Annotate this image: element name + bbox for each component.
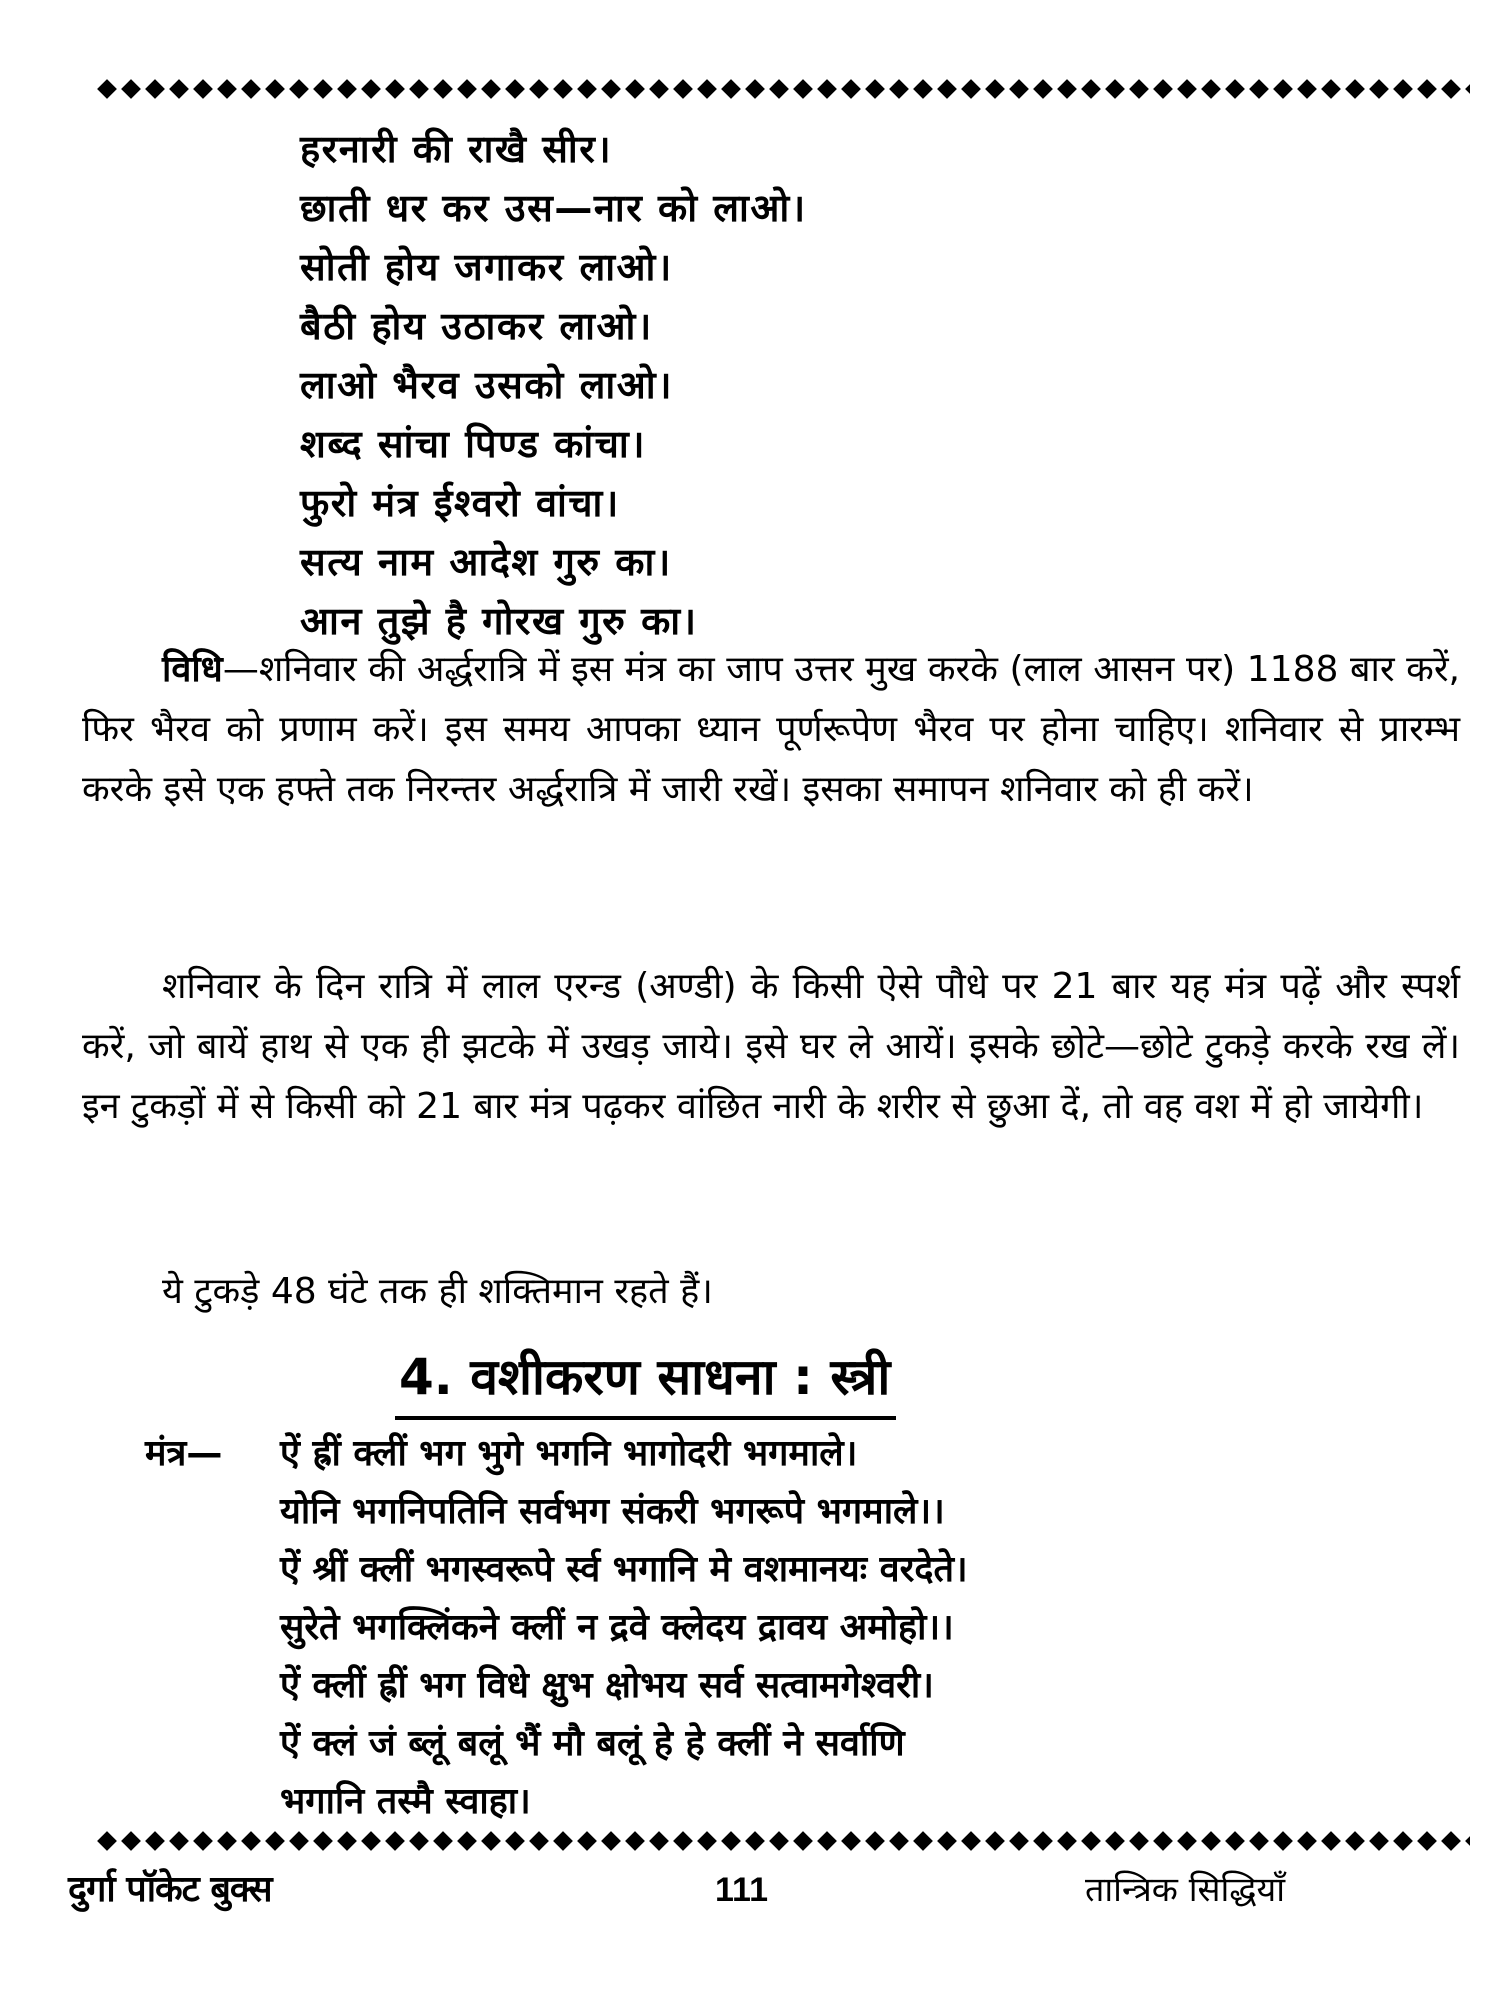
diamond-ornament xyxy=(601,79,621,99)
diamond-ornament xyxy=(1273,1831,1293,1851)
diamond-ornament xyxy=(697,79,717,99)
diamond-ornament xyxy=(1417,79,1437,99)
diamond-ornament xyxy=(289,79,309,99)
diamond-ornament xyxy=(721,79,741,99)
diamond-ornament xyxy=(985,1831,1005,1851)
diamond-ornament xyxy=(1393,79,1413,99)
diamond-ornament xyxy=(961,1831,981,1851)
diamond-ornament xyxy=(769,1831,789,1851)
diamond-ornament xyxy=(673,1831,693,1851)
diamond-ornament xyxy=(913,79,933,99)
verse-line: बैठी होय उठाकर लाओ। xyxy=(300,304,653,348)
section-heading: 4. वशीकरण साधना : स्त्री xyxy=(395,1342,896,1420)
diamond-ornament xyxy=(1249,1831,1269,1851)
verse-line: छाती धर कर उस—नार को लाओ। xyxy=(300,186,807,230)
diamond-ornament xyxy=(577,1831,597,1851)
verse-line: सत्य नाम आदेश गुरु का। xyxy=(300,540,672,584)
diamond-ornament xyxy=(433,79,453,99)
diamond-ornament xyxy=(1249,79,1269,99)
mantra-line: ऐं श्रीं क्लीं भगस्वरूपे र्स्व भगानि मे वशमानयः वरदेते। xyxy=(280,1549,968,1590)
diamond-ornament xyxy=(553,1831,573,1851)
page-number: 111 xyxy=(715,1871,768,1909)
diamond-ornament xyxy=(1465,1831,1470,1851)
diamond-ornament xyxy=(217,1831,237,1851)
diamond-ornament xyxy=(985,79,1005,99)
diamond-ornament xyxy=(409,79,429,99)
diamond-ornament xyxy=(745,1831,765,1851)
footer-publisher: दुर्गा पॉकेट बुक्स xyxy=(68,1869,272,1910)
diamond-ornament xyxy=(601,1831,621,1851)
diamond-ornament xyxy=(361,79,381,99)
diamond-ornament xyxy=(1273,79,1293,99)
diamond-ornament xyxy=(313,79,333,99)
diamond-ornament xyxy=(1033,79,1053,99)
verse-line: हरनारी की राखै सीर। xyxy=(300,127,613,171)
top-diamond-border xyxy=(95,78,1470,102)
bottom-diamond-border xyxy=(95,1830,1470,1854)
diamond-ornament xyxy=(289,1831,309,1851)
mantra-line: ऐं ह्रीं क्लीं भग भुगे भगनि भागोदरी भगमाले। xyxy=(280,1433,858,1474)
diamond-ornament xyxy=(241,79,261,99)
diamond-ornament xyxy=(1057,1831,1077,1851)
diamond-ornament xyxy=(1009,1831,1029,1851)
diamond-ornament xyxy=(889,1831,909,1851)
diamond-ornament xyxy=(313,1831,333,1851)
diamond-ornament xyxy=(1177,79,1197,99)
verse-line: फुरो मंत्र ईश्वरो वांचा। xyxy=(300,481,620,525)
diamond-ornament xyxy=(97,79,117,99)
diamond-ornament xyxy=(457,79,477,99)
instruction-text: शनिवार के दिन रात्रि में लाल एरन्ड (अण्डी) के किसी ऐसे पौधे पर 21 बार यह मंत्र पढ़ें और स्पर्श करें, जो बायें हाथ से एक ही झटके में उखड़ जाये। इसे घर ले आयें। इसके छोटे—छोटे टुकड़े करके रख लें। इन टुकड़ों में से किसी को 21 बार मंत्र पढ़कर वांछित नारी के शरीर से छुआ दें, तो वह वश में हो जायेगी। xyxy=(82,966,1460,1127)
diamond-ornament xyxy=(625,79,645,99)
diamond-ornament xyxy=(121,1831,141,1851)
diamond-ornament xyxy=(1129,1831,1149,1851)
diamond-ornament xyxy=(793,1831,813,1851)
diamond-ornament xyxy=(1081,1831,1101,1851)
diamond-ornament xyxy=(841,79,861,99)
diamond-ornament xyxy=(1321,1831,1341,1851)
diamond-ornament xyxy=(265,79,285,99)
diamond-ornament xyxy=(241,1831,261,1851)
diamond-ornament xyxy=(577,79,597,99)
diamond-ornament xyxy=(145,1831,165,1851)
diamond-ornament xyxy=(409,1831,429,1851)
diamond-ornament xyxy=(1345,1831,1365,1851)
diamond-ornament xyxy=(1153,79,1173,99)
diamond-ornament xyxy=(121,79,141,99)
instruction-paragraph xyxy=(82,957,1460,1137)
diamond-ornament xyxy=(865,79,885,99)
diamond-ornament xyxy=(697,1831,717,1851)
diamond-ornament xyxy=(361,1831,381,1851)
verse-line: सोती होय जगाकर लाओ। xyxy=(300,245,673,289)
diamond-ornament xyxy=(817,1831,837,1851)
diamond-ornament xyxy=(1009,79,1029,99)
diamond-ornament xyxy=(1225,1831,1245,1851)
vidhi-paragraph xyxy=(82,640,1460,820)
diamond-ornament xyxy=(1297,79,1317,99)
diamond-ornament xyxy=(193,1831,213,1851)
mantra-label: मंत्र— xyxy=(145,1433,223,1474)
verse-line: शब्द सांचा पिण्ड कांचा। xyxy=(300,422,647,466)
diamond-ornament xyxy=(1417,1831,1437,1851)
vidhi-text: —शनिवार की अर्द्धरात्रि में इस मंत्र का जाप उत्तर मुख करके (लाल आसन पर) 1188 बार करें, फिर भैरव को प्रणाम करें। इस समय आपका ध्यान पूर्णरूपेण भैरव पर होना चाहिए। शनिवार से प्रारम्भ करके इसे एक हफ्ते तक निरन्तर अर्द्धरात्रि में जारी रखें। इसका समापन शनिवार को ही करें। xyxy=(82,649,1460,810)
diamond-ornament xyxy=(649,1831,669,1851)
diamond-ornament xyxy=(169,1831,189,1851)
diamond-ornament xyxy=(481,79,501,99)
diamond-ornament xyxy=(1105,1831,1125,1851)
diamond-ornament xyxy=(1129,79,1149,99)
diamond-ornament xyxy=(1081,79,1101,99)
diamond-ornament xyxy=(745,79,765,99)
mantra-line: भगानि तस्मै स्वाहा। xyxy=(280,1781,531,1822)
diamond-ornament xyxy=(1297,1831,1317,1851)
diamond-ornament xyxy=(865,1831,885,1851)
diamond-ornament xyxy=(457,1831,477,1851)
diamond-ornament xyxy=(553,79,573,99)
diamond-ornament xyxy=(1177,1831,1197,1851)
diamond-ornament xyxy=(505,79,525,99)
diamond-ornament xyxy=(721,1831,741,1851)
diamond-ornament xyxy=(97,1831,117,1851)
diamond-ornament xyxy=(841,1831,861,1851)
diamond-ornament xyxy=(937,79,957,99)
mantra-line: सुरेते भगक्लिंकने क्लीं न द्रवे क्लेदय द्रावय अमोहो।। xyxy=(280,1607,954,1648)
diamond-ornament xyxy=(529,79,549,99)
diamond-ornament xyxy=(1369,1831,1389,1851)
diamond-ornament xyxy=(1225,79,1245,99)
diamond-ornament xyxy=(1105,79,1125,99)
diamond-ornament xyxy=(1153,1831,1173,1851)
diamond-ornament xyxy=(1393,1831,1413,1851)
diamond-ornament xyxy=(1201,1831,1221,1851)
diamond-ornament xyxy=(1321,79,1341,99)
diamond-ornament xyxy=(481,1831,501,1851)
diamond-ornament xyxy=(1201,79,1221,99)
diamond-ornament xyxy=(649,79,669,99)
diamond-ornament xyxy=(1441,1831,1461,1851)
diamond-ornament xyxy=(337,1831,357,1851)
diamond-ornament xyxy=(1441,79,1461,99)
diamond-ornament xyxy=(193,79,213,99)
diamond-ornament xyxy=(145,79,165,99)
diamond-ornament xyxy=(1033,1831,1053,1851)
diamond-ornament xyxy=(385,1831,405,1851)
diamond-ornament xyxy=(505,1831,525,1851)
verse-line: लाओ भैरव उसको लाओ। xyxy=(300,363,673,407)
diamond-ornament xyxy=(1345,79,1365,99)
diamond-ornament xyxy=(433,1831,453,1851)
diamond-ornament xyxy=(169,79,189,99)
note-text: ये टुकड़े 48 घंटे तक ही शक्तिमान रहते हैं। xyxy=(162,1271,713,1312)
verse-line: आन तुझे है गोरख गुरु का। xyxy=(300,599,698,643)
diamond-ornament xyxy=(265,1831,285,1851)
diamond-ornament xyxy=(889,79,909,99)
note-paragraph xyxy=(82,1262,1460,1322)
diamond-ornament xyxy=(217,79,237,99)
mantra-first-line xyxy=(145,1425,857,1483)
diamond-ornament xyxy=(337,79,357,99)
diamond-ornament xyxy=(817,79,837,99)
diamond-ornament xyxy=(1465,79,1470,99)
diamond-ornament xyxy=(1057,79,1077,99)
diamond-ornament xyxy=(769,79,789,99)
diamond-ornament xyxy=(913,1831,933,1851)
mantra-line: योनि भगनिपतिनि सर्वभग संकरी भगरूपे भगमाले।। xyxy=(280,1491,945,1532)
diamond-ornament xyxy=(529,1831,549,1851)
diamond-ornament xyxy=(793,79,813,99)
diamond-ornament xyxy=(1369,79,1389,99)
footer-book-title: तान्त्रिक सिद्धियाँ xyxy=(1085,1870,1286,1910)
mantra-line: ऐं क्लीं ह्रीं भग विधे क्षुभ क्षोभय सर्व सत्वामगेश्वरी। xyxy=(280,1665,934,1706)
diamond-ornament xyxy=(625,1831,645,1851)
mantra-line: ऐं क्लं जं ब्लूं बलूं भैं मौ बलूं हे हे क्लीं ने सर्वाणि xyxy=(280,1723,905,1764)
diamond-ornament xyxy=(385,79,405,99)
verse-block xyxy=(300,120,1450,651)
vidhi-label: विधि xyxy=(162,649,223,690)
diamond-ornament xyxy=(961,79,981,99)
diamond-ornament xyxy=(673,79,693,99)
diamond-ornament xyxy=(937,1831,957,1851)
